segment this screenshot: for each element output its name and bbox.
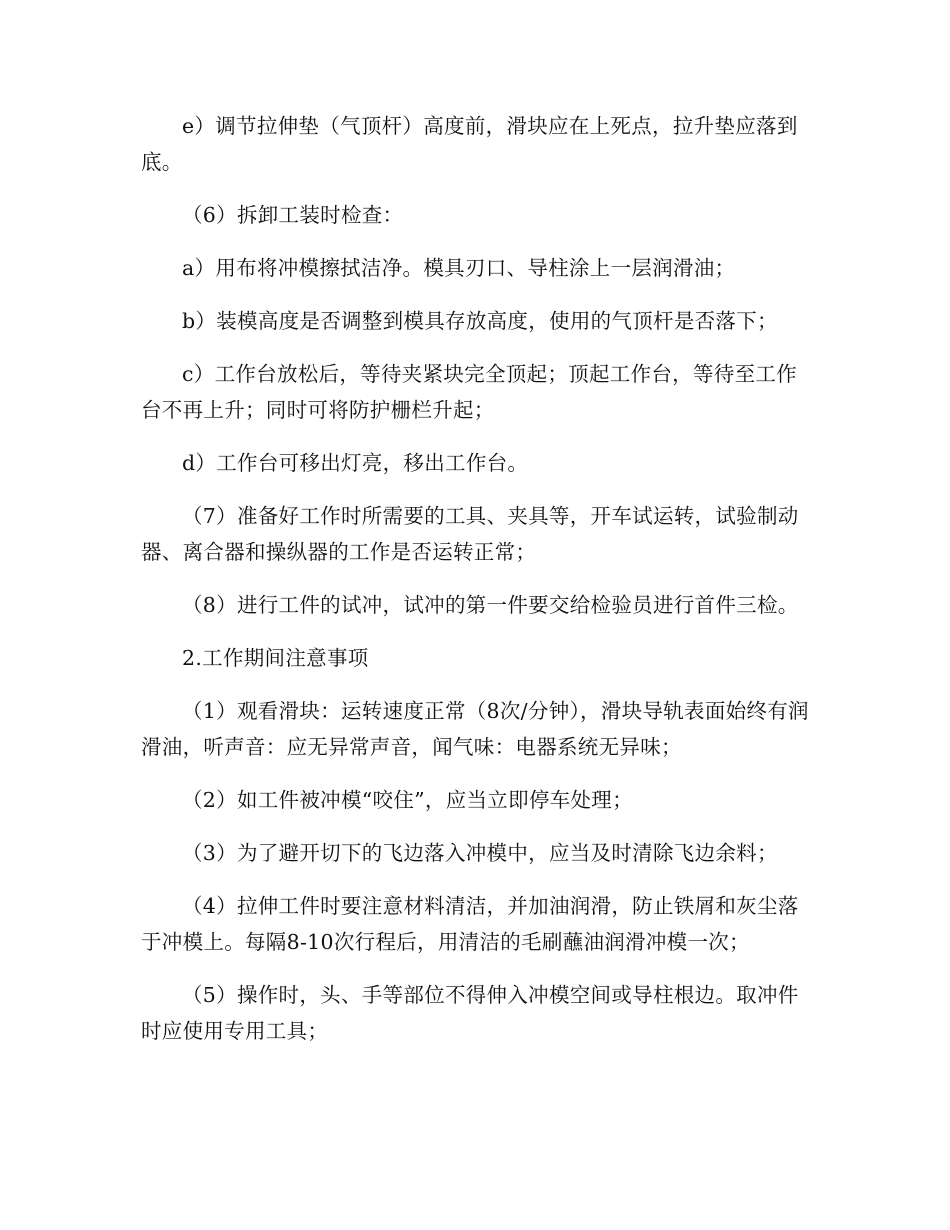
paragraph-work-4: （4）拉伸工件时要注意材料清洁，并加油润滑，防止铁屑和灰尘落于冲模上。每隔8-10次行程后，用清洁的毛刷蘸油润滑冲模一次； (141, 894, 799, 954)
paragraph-work-3: （3）为了避开切下的飞边落入冲模中，应当及时清除飞边余料； (182, 841, 778, 865)
paragraph-work-5: （5）操作时，头、手等部位不得伸入冲模空间或导柱根边。取冲件时应使用专用工具； (141, 983, 799, 1043)
paragraph-step-e: e）调节拉伸垫（气顶杆）高度前，滑块应在上死点，拉升垫应落到底。 (141, 114, 798, 174)
paragraph-item-6: （6）拆卸工装时检查： (182, 203, 404, 227)
paragraph-step-c: c）工作台放松后，等待夹紧块完全顶起；顶起工作台，等待至工作台不再上升；同时可将防护栅栏升起； (141, 362, 797, 422)
section-heading-work-period: 2.工作期间注意事项 (182, 646, 369, 670)
document-body (141, 108, 809, 1066)
paragraph-item-8: （8）进行工件的试冲，试冲的第一件要交给检验员进行首件三检。 (182, 593, 799, 617)
paragraph-work-2: （2）如工件被冲模“咬住”，应当立即停车处理； (182, 788, 633, 812)
paragraph-step-a: a）用布将冲模擦拭洁净。模具刃口、导柱涂上一层润滑油； (182, 256, 736, 280)
paragraph-step-b: b）装模高度是否调整到模具存放高度，使用的气顶杆是否落下； (182, 309, 778, 333)
paragraph-item-7: （7）准备好工作时所需要的工具、夹具等，开车试运转，试验制动器、离合器和操纵器的工作是否运转正常； (141, 504, 799, 564)
paragraph-step-d: d）工作台可移出灯亮，移出工作台。 (182, 451, 529, 475)
paragraph-work-1: （1）观看滑块：运转速度正常（8次/分钟），滑块导轨表面始终有润滑油，听声音：应无异常声音，闻气味：电器系统无异味； (141, 699, 809, 759)
